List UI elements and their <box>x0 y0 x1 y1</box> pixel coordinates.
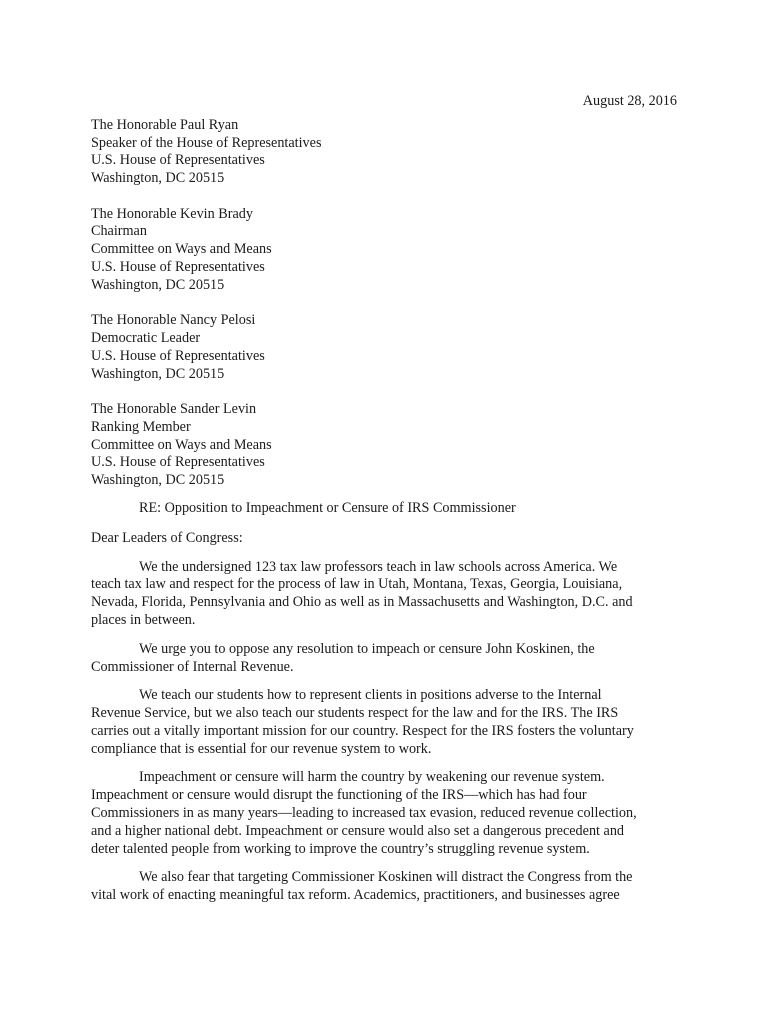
paragraph-line: carries out a vitally important mission for our country. Respect for the IRS fosters the voluntary <box>91 722 634 739</box>
paragraph-line: Commissioner of Internal Revenue. <box>91 658 294 675</box>
addressee-line: Committee on Ways and Means <box>91 436 272 453</box>
addressee-line: Washington, DC 20515 <box>91 472 225 489</box>
body-paragraph <box>91 769 688 858</box>
addressee-line: Washington, DC 20515 <box>91 170 225 187</box>
paragraph-line: compliance that is essential for our revenue system to work. <box>91 740 432 757</box>
addressee-block <box>91 401 688 490</box>
paragraph-line: teach tax law and respect for the process of law in Utah, Montana, Texas, Georgia, Louisiana, <box>91 576 623 593</box>
addressee-line: Ranking Member <box>91 418 191 435</box>
letter-body <box>91 93 688 916</box>
addressee-line: Chairman <box>91 223 147 240</box>
addressee-block <box>91 312 688 383</box>
paragraph-line: places in between. <box>91 611 196 628</box>
paragraph-line: We urge you to oppose any resolution to impeach or censure John Koskinen, the <box>139 640 595 657</box>
addressee-line: Washington, DC 20515 <box>91 276 225 293</box>
addressee-line: U.S. House of Representatives <box>91 258 265 275</box>
addressee-line: Democratic Leader <box>91 329 201 346</box>
paragraph-line: Impeachment or censure would disrupt the functioning of the IRS—which has had four <box>91 787 587 804</box>
addressee-line: The Honorable Kevin Brady <box>91 205 253 222</box>
paragraph-line: and a higher national debt. Impeachment or censure would also set a dangerous precedent and <box>91 822 625 839</box>
paragraph-line: Commissioners in as many years—leading to increased tax evasion, reduced revenue collection, <box>91 805 637 822</box>
addressee-line: The Honorable Sander Levin <box>91 400 257 417</box>
paragraph-line: vital work of enacting meaningful tax reform. Academics, practitioners, and businesses agree <box>91 887 620 904</box>
subject-line: RE: Opposition to Impeachment or Censure of IRS Commissioner <box>139 499 516 516</box>
addressee-block <box>91 206 688 295</box>
paragraph-line: We teach our students how to represent clients in positions adverse to the Internal <box>139 687 602 704</box>
letter-date: August 28, 2016 <box>582 93 677 109</box>
paragraph-line: Impeachment or censure will harm the country by weakening our revenue system. <box>139 769 605 786</box>
addressee-block <box>91 117 688 188</box>
paragraph-line: We the undersigned 123 tax law professors teach in law schools across America. We <box>139 558 618 575</box>
addressee-line: U.S. House of Representatives <box>91 152 265 169</box>
addressee-line: Washington, DC 20515 <box>91 365 225 382</box>
body-paragraph <box>91 869 688 905</box>
paragraph-line: Nevada, Florida, Pennsylvania and Ohio as well as in Massachusetts and Washington, D.C. and <box>91 594 633 611</box>
body-paragraph <box>91 559 688 630</box>
body-paragraph <box>91 641 688 677</box>
addressee-line: The Honorable Nancy Pelosi <box>91 312 256 329</box>
paragraph-line: We also fear that targeting Commissioner Koskinen will distract the Congress from the <box>139 869 633 886</box>
addressee-line: The Honorable Paul Ryan <box>91 116 239 133</box>
paragraph-line: Revenue Service, but we also teach our students respect for the law and for the IRS. The IRS <box>91 705 619 722</box>
paragraph-line: deter talented people from working to improve the country’s struggling revenue system. <box>91 840 590 857</box>
body-paragraph <box>91 687 688 758</box>
salutation: Dear Leaders of Congress: <box>91 529 243 546</box>
addressee-line: U.S. House of Representatives <box>91 454 265 471</box>
addressee-line: U.S. House of Representatives <box>91 347 265 364</box>
addressee-line: Committee on Ways and Means <box>91 241 272 258</box>
addressee-line: Speaker of the House of Representatives <box>91 134 322 151</box>
